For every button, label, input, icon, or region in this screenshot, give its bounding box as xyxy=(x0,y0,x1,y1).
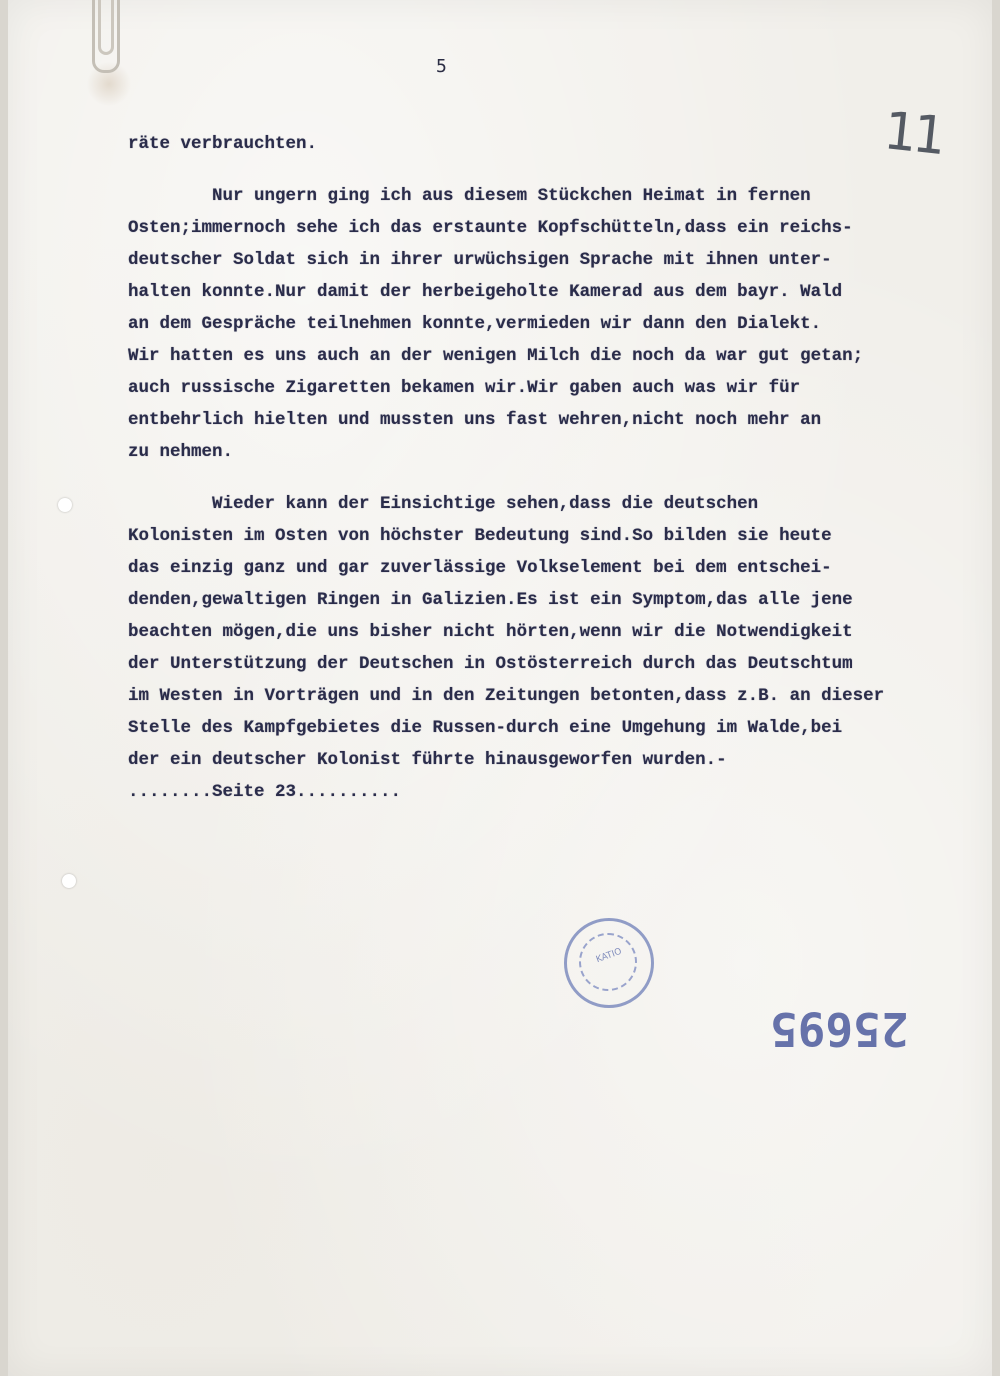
text-line: deutscher Soldat sich in ihrer urwüchsigen Sprache mit ihnen unter- xyxy=(128,250,832,270)
text-line: Osten;immernoch sehe ich das erstaunte Kopfschütteln,dass ein reichs- xyxy=(128,218,853,238)
text-line: halten konnte.Nur damit der herbeigeholte Kamerad aus dem bayr. Wald xyxy=(128,282,843,302)
text-line: Kolonisten im Osten von höchster Bedeutung sind.So bilden sie heute xyxy=(128,526,832,546)
page-number: 5 xyxy=(436,56,447,77)
punch-hole-top xyxy=(58,498,72,512)
text-line: entbehrlich hielten und mussten uns fast wehren,nicht noch mehr an xyxy=(128,410,822,430)
text-line: auch russische Zigaretten bekamen wir.Wir gaben auch was wir für xyxy=(128,378,801,398)
stamp-text: KATIO xyxy=(594,946,624,966)
text-line: der Unterstützung der Deutschen in Ostösterreich durch das Deutschtum xyxy=(128,654,853,674)
text-line: ........Seite 23.......... xyxy=(128,782,402,802)
text-line: Stelle des Kampfgebietes die Russen-durch eine Umgehung im Walde,bei xyxy=(128,718,843,738)
text-line: zu nehmen. xyxy=(128,442,234,462)
paperclip-inner-icon xyxy=(98,0,114,55)
text-line: denden,gewaltigen Ringen in Galizien.Es ist ein Symptom,das alle jene xyxy=(128,590,853,610)
text-line: an dem Gespräche teilnehmen konnte,vermieden wir dann den Dialekt. xyxy=(128,314,822,334)
punch-hole-bottom xyxy=(62,874,76,888)
text-line: Wieder kann der Einsichtige sehen,dass die deutschen xyxy=(128,494,759,514)
text-line: Nur ungern ging ich aus diesem Stückchen Heimat in fernen xyxy=(128,186,811,206)
text-line: räte verbrauchten. xyxy=(128,134,318,154)
text-line: der ein deutscher Kolonist führte hinausgeworfen wurden.- xyxy=(128,750,727,770)
text-line: beachten mögen,die uns bisher nicht hörten,wenn wir die Notwendigkeit xyxy=(128,622,853,642)
document-page xyxy=(8,0,992,1376)
archive-stamp-icon xyxy=(564,918,654,1008)
handwritten-folio-number: 11 xyxy=(881,101,946,167)
text-line: Wir hatten es uns auch an der wenigen Milch die noch da war gut getan; xyxy=(128,346,864,366)
text-line: im Westen in Vorträgen und in den Zeitungen betonten,dass z.B. an dieser xyxy=(128,686,885,706)
typed-text-body xyxy=(128,128,988,808)
text-line: das einzig ganz und gar zuverlässige Volkselement bei dem entschei- xyxy=(128,558,832,578)
inventory-number-stamp: 25695 xyxy=(770,1002,909,1056)
